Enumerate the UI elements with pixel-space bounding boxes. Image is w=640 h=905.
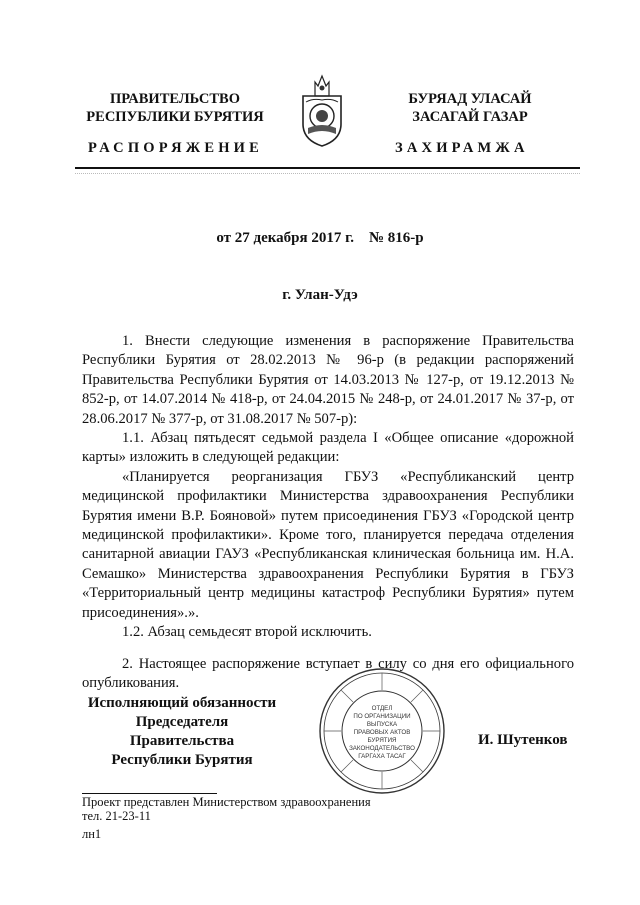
stamp-line-1: ОТДЕЛ	[371, 705, 393, 712]
stamp-line-6: ЗАКОНОДАТЕЛЬСТВО	[349, 745, 415, 752]
stamp-line-4: ПРАВОВЫХ АКТОВ	[353, 729, 411, 736]
stamp-line-5: БУРЯТИЯ	[367, 737, 397, 744]
signatory-name: И. Шутенков	[478, 732, 568, 748]
doc-type-bur: ЗАХИРАМЖА	[395, 140, 529, 156]
paragraph-1: 1. Внести следующие изменения в распоряжение Правительства Республики Бурятия от 28.02.2013 № 96-р (в редакции распоряжений Правительства Республики Бурятия от 14.03.2013 № 127-р, от 19.12.2013 № 852-р, от 14.07.2014 № 418-р, от 24.04.2015 № 248-р, от 24.01.2017 № 37-р, от 28.06.2017 № 377-р, от 31.08.2017 № 507-р):	[82, 333, 574, 427]
header-divider	[75, 167, 580, 169]
header-right-line1: БУРЯАД УЛАСАЙ	[408, 91, 532, 107]
document-date: от 27 декабря 2017 г. № 816-р	[216, 230, 424, 246]
document-city: г. Улан-Удэ	[282, 287, 358, 303]
footer-divider	[82, 793, 217, 794]
signatory-title-line3: Республики Бурятия	[111, 752, 253, 768]
header-right-line2: ЗАСАГАЙ ГАЗАР	[412, 109, 528, 125]
header-left-line1: ПРАВИТЕЛЬСТВО	[110, 91, 240, 107]
header-left-line2: РЕСПУБЛИКИ БУРЯТИЯ	[86, 109, 264, 125]
header-right	[370, 90, 570, 126]
signatory-title	[82, 694, 282, 770]
doc-type-ru: РАСПОРЯЖЕНИЕ	[88, 140, 264, 156]
coat-of-arms-icon	[297, 72, 347, 150]
document-body	[82, 332, 574, 693]
stamp-line-7: ГАРГАХА ТАСАГ	[358, 753, 406, 760]
header-left	[80, 90, 270, 126]
stamp-line-2: ПО ОРГАНИЗАЦИИ	[353, 713, 411, 720]
header-dotted-divider	[75, 173, 580, 175]
footer-line-2: тел. 21-23-11	[82, 809, 151, 823]
official-stamp-icon	[317, 666, 447, 796]
paragraph-1-2: 1.2. Абзац семьдесят второй исключить.	[122, 624, 372, 641]
footer-note	[82, 795, 371, 823]
paragraph-1-1: 1.1. Абзац пятьдесят седьмой раздела I «Общее описание «дорожной карты» изложить в следующей редакции:	[82, 430, 574, 466]
signatory-title-line2: Председателя Правительства	[129, 714, 235, 749]
paragraph-quote: «Планируется реорганизация ГБУЗ «Республиканский центр медицинской профилактики Министерства здравоохранения Республики Бурятия имени В.Р. Бояновой» путем присоединения ГБУЗ «Городской центр медицинской профилактики». Кроме того, планируется передача отделения санитарной авиации ГАУЗ «Республиканская клиническая больница им. Н.А. Семашко» Министерства здравоохранения Республики Бурятия в ГБУЗ «Территориальный центр медицины катастроф Республики Бурятия» путем присоединения».».	[82, 468, 574, 621]
footer-code: лн1	[82, 827, 102, 841]
paragraph-2: 2. Настоящее распоряжение вступает в силу со дня его официального опубликования.	[82, 655, 574, 691]
signatory-title-line1: Исполняющий обязанности	[87, 695, 277, 711]
stamp-line-3: ВЫПУСКА	[366, 721, 398, 728]
footer-line-1: Проект представлен Министерством здравоохранения	[82, 795, 371, 809]
